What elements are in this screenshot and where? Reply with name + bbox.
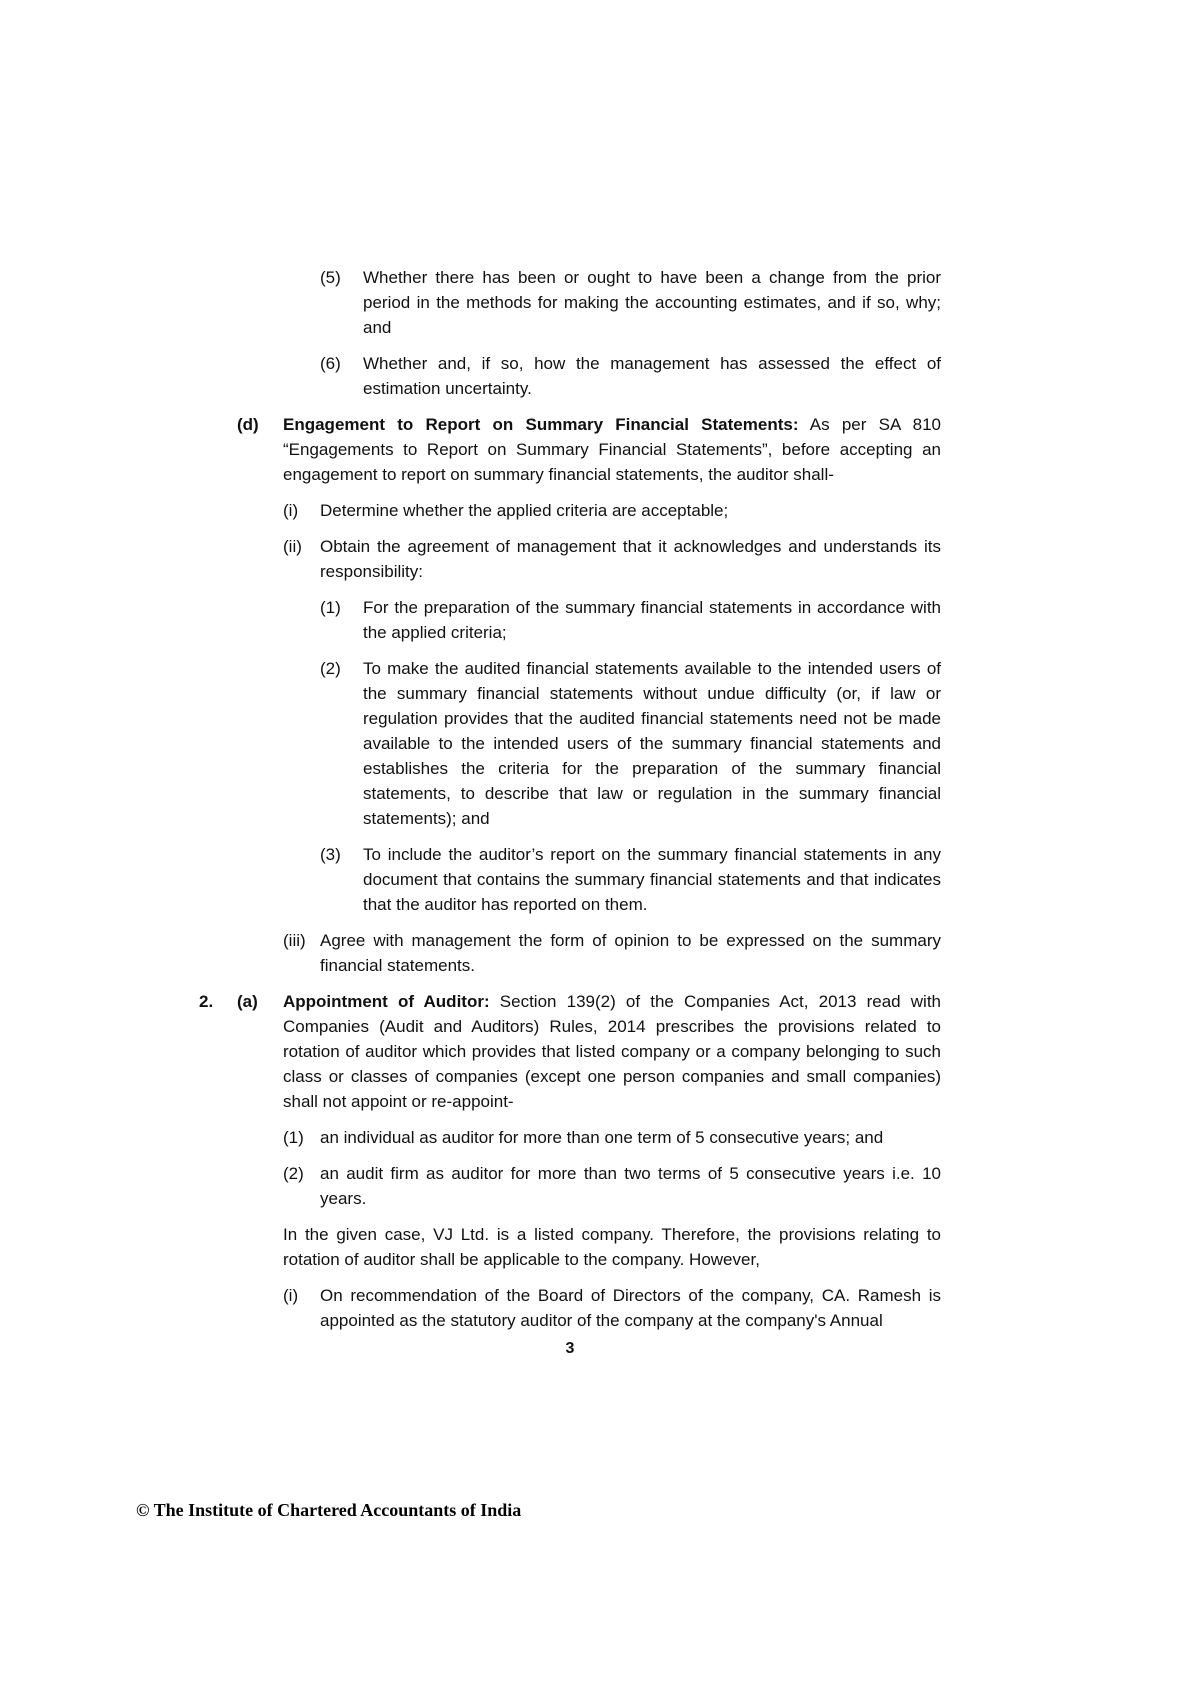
list-item-ii [283,534,941,584]
copyright-footer: © The Institute of Chartered Accountants of India [136,1500,522,1520]
list-item-6 [320,351,941,401]
heading-run: Engagement to Report on Summary Financial Statements: [283,415,799,434]
list-marker: (2) [320,659,341,678]
list-marker: (i) [283,501,299,520]
list-text: To include the auditor’s report on the summary financial statements in any document that contains the summary financial statements and that indicates that the auditor has reported on them. [363,845,941,914]
body-run: As per SA 810 “Engagements to Report on Summary Financial Statements”, before accepting an engagement to report on summary financial statements, the auditor shall- [283,415,941,484]
list-marker: (d) [237,415,259,434]
list-item-d [237,412,941,487]
list-text: an individual as auditor for more than one term of 5 consecutive years; and [320,1128,884,1147]
paragraph-text: In the given case, VJ Ltd. is a listed company. Therefore, the provisions relating to rotation of auditor shall be applicable to the company. However, [283,1225,941,1269]
list-marker: (iii) [283,931,306,950]
list-text: To make the audited financial statements available to the intended users of the summary financial statements without undue difficulty (or, if law or regulation provides that the audited financial statements need not be made available to the intended users of the summary financial statements and establishes the criteria for the preparation of the summary financial statements, to describe that law or regulation in the summary financial statements); and [363,659,941,828]
list-item-2 [320,656,941,831]
list-text [283,412,941,487]
list-marker-number: 2. [199,992,214,1011]
list-item-5 [320,265,941,340]
list-text: Determine whether the applied criteria are acceptable; [320,501,729,520]
list-item-a1 [283,1125,941,1150]
list-marker: (3) [320,845,341,864]
page-content [199,265,941,1344]
body-run: Section 139(2) of the Companies Act, 2013 read with Companies (Audit and Auditors) Rules, 2014 prescribes the provisions related to rotation of auditor which provides that listed company or a company belonging to such class or classes of companies (except one person companies and small companies) shall not appoint or re-appoint- [283,992,942,1111]
list-item-a2 [283,1161,941,1211]
list-item-2a [199,989,941,1114]
list-marker: (1) [283,1128,304,1147]
list-marker: (i) [283,1286,299,1305]
list-text [283,989,941,1114]
list-marker: (5) [320,268,341,287]
list-item-1 [320,595,941,645]
page-number: 3 [565,1340,575,1357]
list-item-i [283,498,941,523]
list-marker: (2) [283,1164,304,1183]
list-item-3 [320,842,941,917]
list-marker: (1) [320,598,341,617]
list-text: Whether and, if so, how the management has assessed the effect of estimation uncertainty. [363,354,941,398]
list-text: For the preparation of the summary financial statements in accordance with the applied criteria; [363,598,941,642]
list-marker-letter: (a) [237,992,258,1011]
list-marker: (ii) [283,537,302,556]
list-text: Whether there has been or ought to have been a change from the prior period in the methods for making the accounting estimates, and if so, why; and [363,268,941,337]
list-marker: (6) [320,354,341,373]
heading-run: Appointment of Auditor: [283,992,490,1011]
list-text: an audit firm as auditor for more than two terms of 5 consecutive years i.e. 10 years. [320,1164,941,1208]
list-item-ai [283,1283,941,1333]
list-item-iii [283,928,941,978]
paragraph [283,1222,941,1272]
list-text: Agree with management the form of opinion to be expressed on the summary financial statements. [320,931,941,975]
list-text: Obtain the agreement of management that it acknowledges and understands its responsibility: [320,537,941,581]
list-text: On recommendation of the Board of Directors of the company, CA. Ramesh is appointed as the statutory auditor of the company at the company's Annual [320,1286,941,1330]
